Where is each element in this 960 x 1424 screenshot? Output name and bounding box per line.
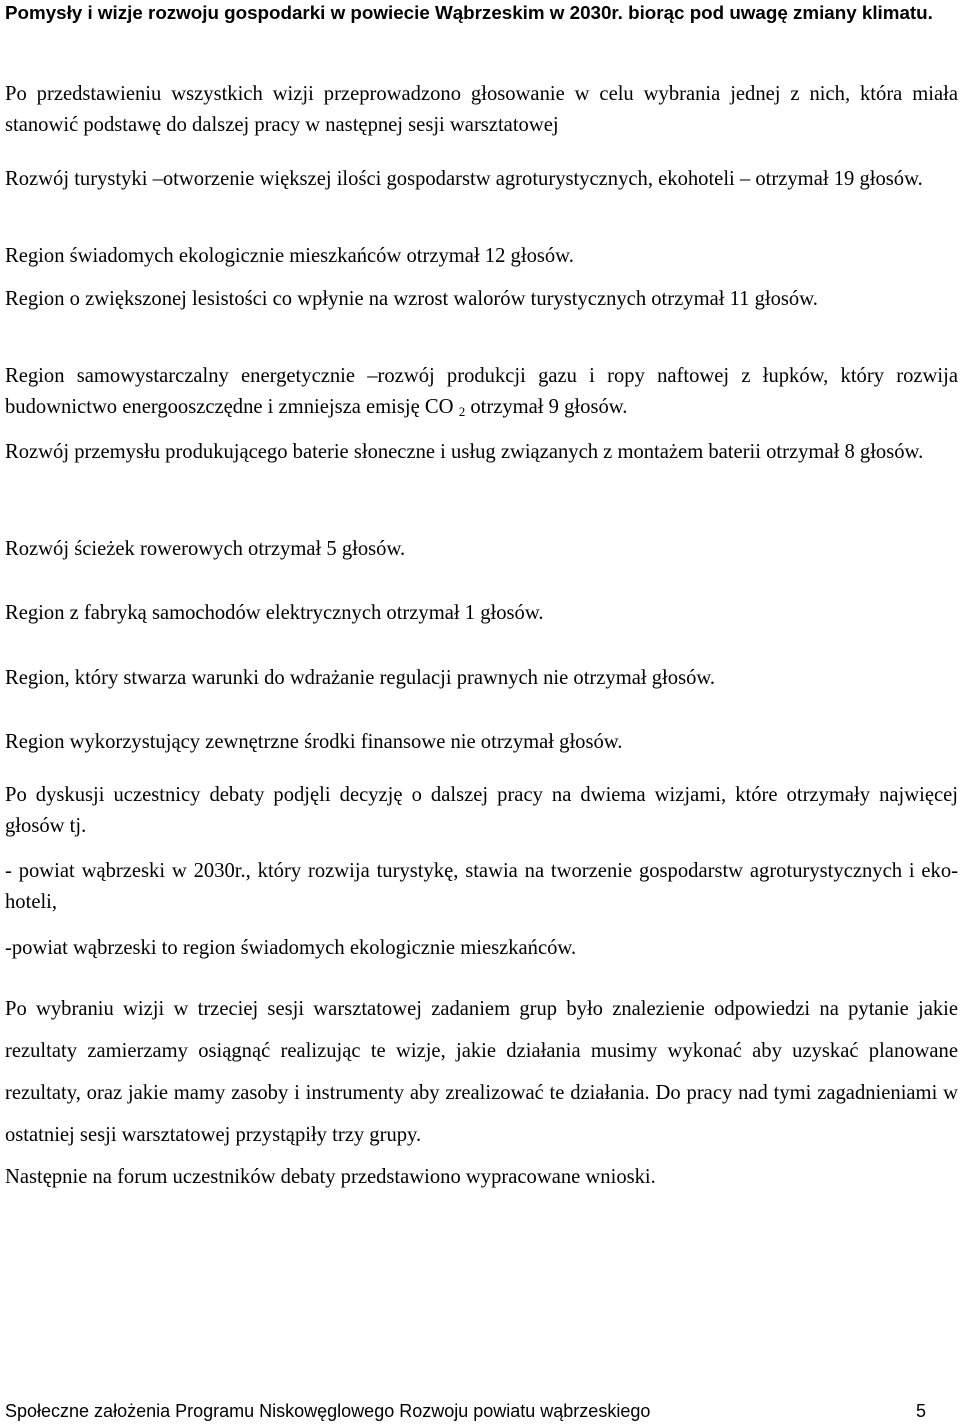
chosen-vision-tourism: - powiat wąbrzeski w 2030r., który rozwija turystykę, stawia na tworzenie gospodarstw agroturystycznych i eko-hoteli, (5, 860, 958, 913)
vote-energy-result: otrzymał 9 głosów. (465, 396, 628, 418)
decision-paragraph: Po dyskusji uczestnicy debaty podjęli decyzję o dalszej pracy na dwiema wizjami, które otrzymały najwięcej głosów tj. (5, 784, 958, 837)
vote-energy-text: Region samowystarczalny energetycznie –rozwój produkcji gazu i ropy naftowej z łupków, który rozwija budownictwo energooszczędne i zmniejsza emisję CO (5, 365, 958, 418)
vote-result-ecological-residents: Region świadomych ekologicznie mieszkańców otrzymał 12 głosów. (5, 245, 574, 267)
vote-result-bike-paths: Rozwój ścieżek rowerowych otrzymał 5 głosów. (5, 538, 406, 560)
vote-result-regulations: Region, który stwarza warunki do wdrażanie regulacji prawnych nie otrzymał głosów. (5, 667, 716, 689)
footer-title: Społeczne założenia Programu Niskowęglowego Rozwoju powiatu wąbrzeskiego (5, 1401, 651, 1421)
conclusion-paragraph: Po wybraniu wizji w trzeciej sesji warsztatowej zadaniem grup było znalezienie odpowiedzi na pytanie jakie rezultaty zamierzamy osiągnąć realizując te wizje, jakie działania musimy wykonać aby uzyskać planowane rezultaty, oraz jakie mamy zasoby i instrumenty aby zrealizować te działania. Do pracy nad tymi zagadnieniami w ostatniej sesji warsztatowej przystąpiły trzy grupy. (5, 998, 958, 1146)
closing-paragraph: Następnie na forum uczestników debaty przedstawiono wypracowane wnioski. (5, 1166, 656, 1188)
document-heading: Pomysły i wizje rozwoju gospodarki w powiecie Wąbrzeskim w 2030r. biorąc pod uwagę zmiany klimatu. (5, 2, 933, 23)
vote-result-external-funds: Region wykorzystujący zewnętrzne środki finansowe nie otrzymał głosów. (5, 731, 623, 753)
document-page (5, 0, 958, 1424)
vote-result-energy (5, 361, 958, 423)
intro-paragraph: Po przedstawieniu wszystkich wizji przeprowadzono głosowanie w celu wybrania jednej z nich, która miała stanowić podstawę do dalszej pracy w następnej sesji warsztatowej (5, 83, 958, 136)
chosen-vision-ecological: -powiat wąbrzeski to region świadomych ekologicznie mieszkańców. (5, 937, 577, 959)
co2-subscript: 2 (458, 404, 466, 419)
vote-result-forestation: Region o zwiększonej lesistości co wpłynie na wzrost walorów turystycznych otrzymał 11 głosów. (5, 288, 818, 310)
page-footer (5, 1398, 958, 1424)
page-number: 5 (915, 1401, 926, 1421)
vote-result-solar-batteries: Rozwój przemysłu produkującego baterie słoneczne i usług związanych z montażem baterii otrzymał 8 głosów. (5, 441, 924, 463)
vote-result-ev-factory: Region z fabryką samochodów elektrycznych otrzymał 1 głosów. (5, 602, 544, 624)
vote-result-tourism: Rozwój turystyki –otworzenie większej ilości gospodarstw agroturystycznych, ekohoteli – otrzymał 19 głosów. (5, 168, 923, 190)
